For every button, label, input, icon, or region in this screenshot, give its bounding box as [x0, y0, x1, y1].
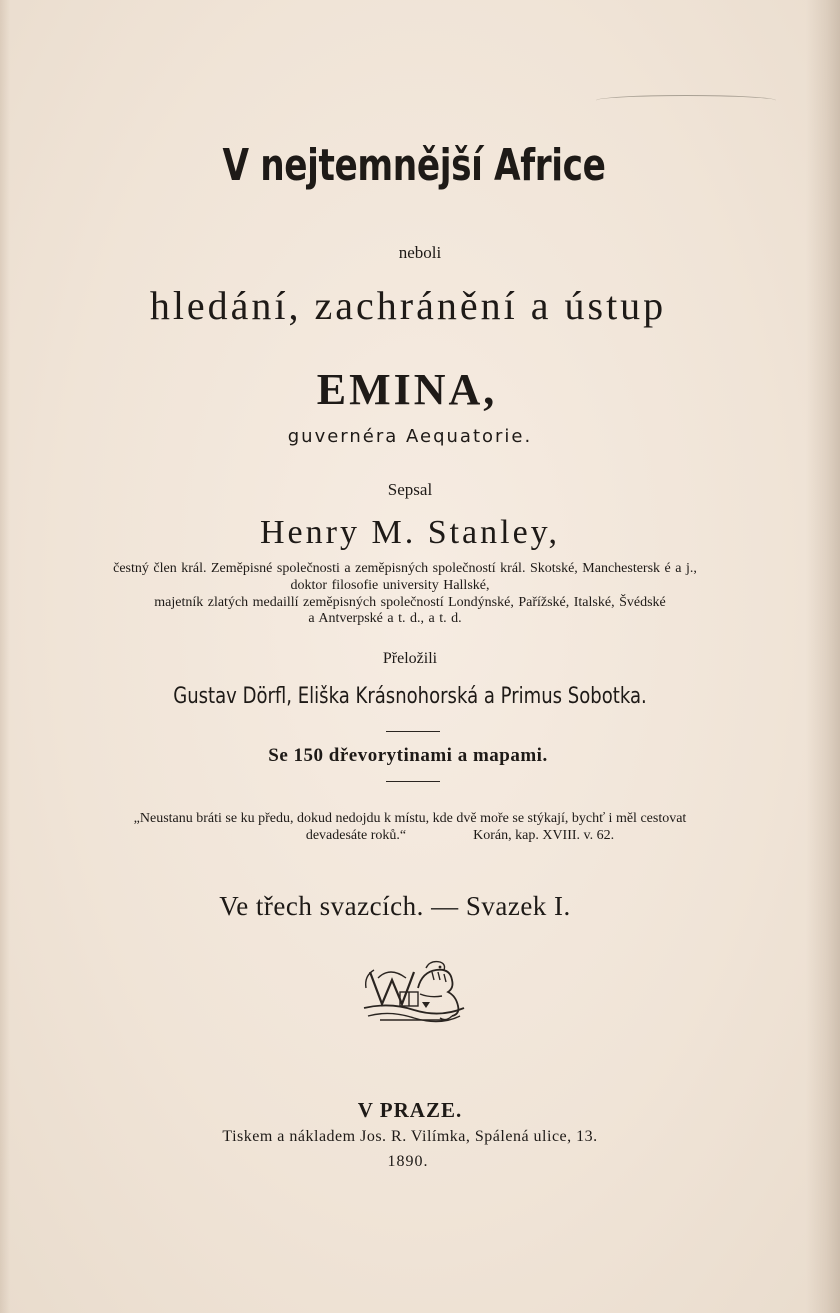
pencil-mark [596, 95, 776, 106]
divider-rule [386, 781, 440, 782]
book-subtitle: hledání, zachránění a ústup [149, 283, 667, 328]
epigraph-text: devadesáte roků.“ [305, 828, 407, 843]
author-credential: čestný člen král. Zeměpisné společnosti a zeměpisných společností král. Skotské, Manchestersk é a j., [113, 561, 697, 576]
translated-by-label: Přeložili [382, 650, 438, 667]
book-title: V nejtemnější Africe [222, 140, 606, 191]
author-name: Henry M. Stanley, [260, 514, 560, 551]
publisher-emblem-icon [360, 958, 468, 1030]
author-credential: majetník zlatých medaillí zeměpisných společností Londýnské, Pařížské, Italské, Švédské [154, 595, 666, 610]
author-credential: doktor filosofie university Hallské, [290, 578, 490, 593]
imprint-city: V PRAZE. [357, 1098, 463, 1122]
subject-name: EMINA, [316, 365, 498, 414]
author-credential: a Antverpské a t. d., a t. d. [308, 611, 462, 626]
written-by-label: Sepsal [387, 480, 433, 499]
epigraph-source: Korán, kap. XVIII. v. 62. [473, 828, 615, 843]
subject-title: guvernéra Aequatorie. [287, 426, 533, 447]
volume-info: Ve třech svazcích. — Svazek I. [219, 891, 571, 921]
epigraph-line: „Neustanu bráti se ku předu, dokud nedojdu k místu, kde dvě moře se stýkají, bychť i měl cestovat [133, 811, 687, 826]
translators: Gustav Dörfl, Eliška Krásnohorská a Primus Sobotka. [173, 684, 647, 709]
imprint-publisher: Tiskem a nákladem Jos. R. Vilímka, Spálená ulice, 13. [222, 1128, 598, 1145]
divider-rule [386, 731, 440, 732]
imprint-year: 1890. [387, 1153, 429, 1170]
epigraph-line-2 [40, 828, 840, 844]
neboli-text: neboli [398, 243, 442, 262]
illustrations-note: Se 150 dřevorytinami a mapami. [268, 745, 548, 766]
